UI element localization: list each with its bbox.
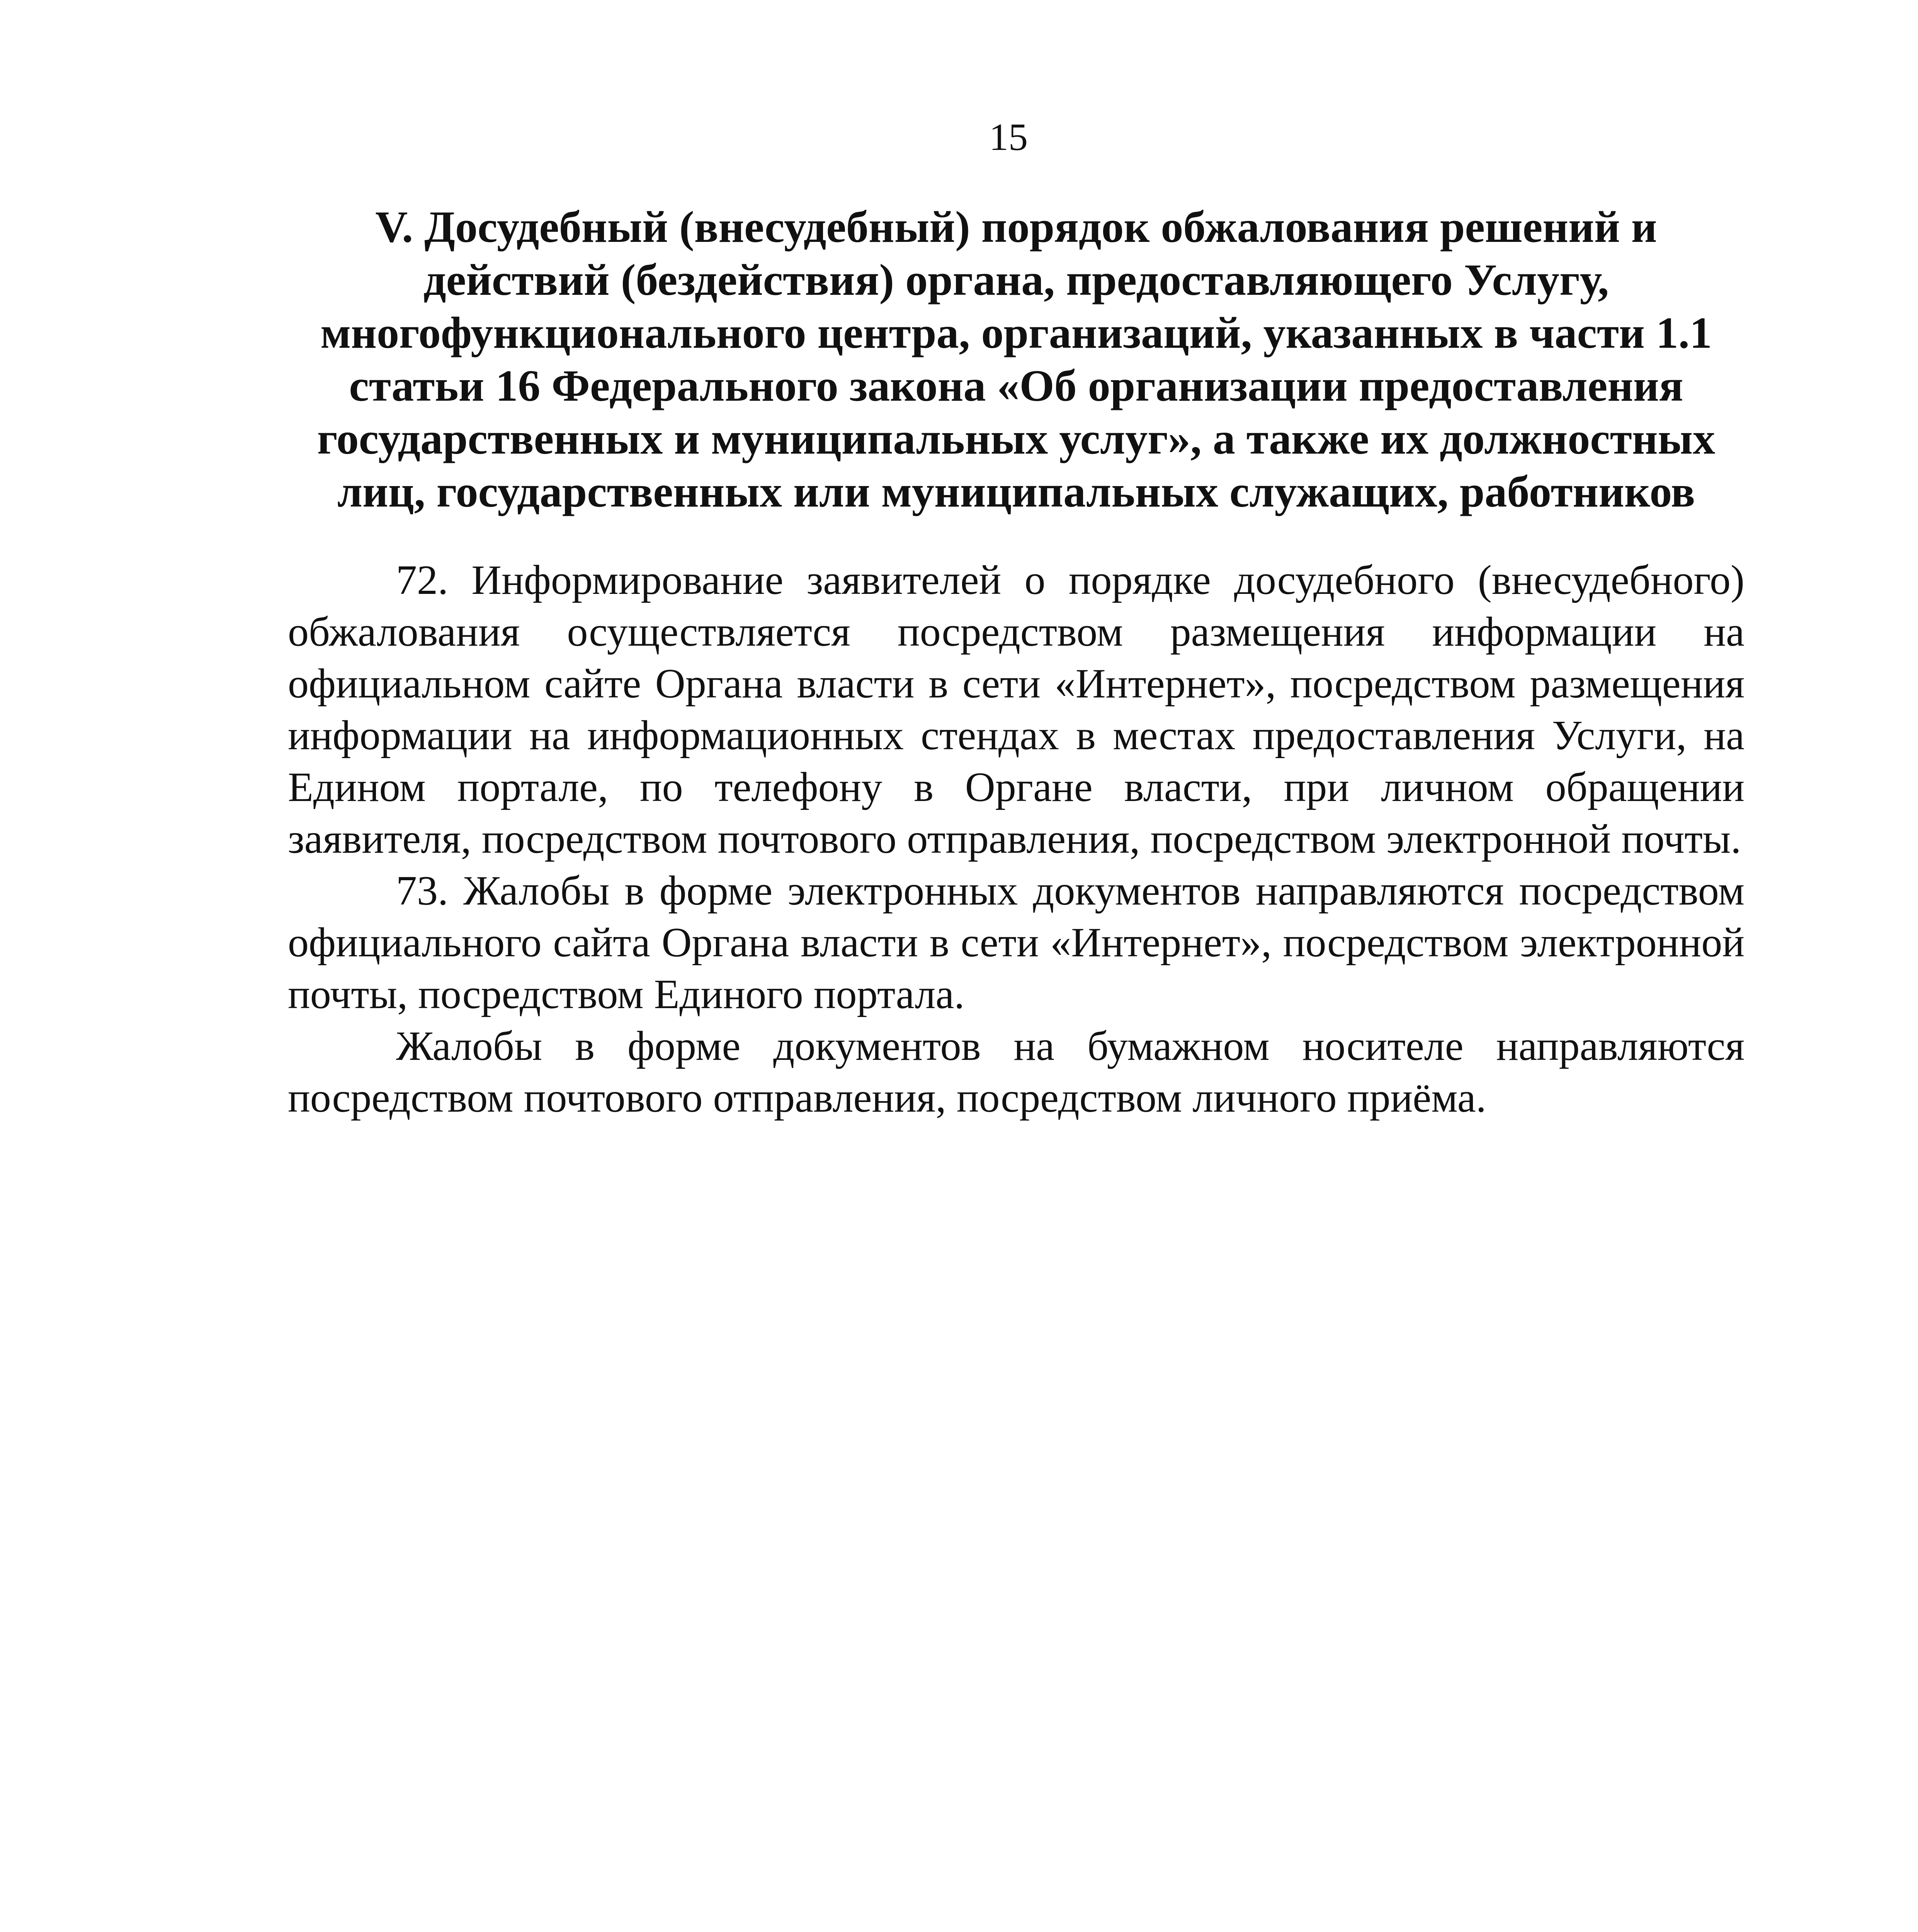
section-heading-line: V. Досудебный (внесудебный) порядок обжалования решений и (375, 202, 1657, 252)
section-heading-line: лиц, государственных или муниципальных служащих, работников (337, 467, 1695, 517)
section-heading-line: государственных и муниципальных услуг», а также их должностных (317, 414, 1716, 464)
page-number: 15 (989, 116, 1028, 158)
paragraph-73: 73. Жалобы в форме электронных документов направляются посредством официального сайта Органа власти в сети «Интернет», посредством электронной почты, посредством Единого портала. (288, 868, 1745, 1017)
section-heading-line: статьи 16 Федерального закона «Об организации предоставления (349, 361, 1683, 411)
section-heading-line: многофункционального центра, организаций, указанных в части 1.1 (320, 308, 1712, 358)
section-heading (294, 201, 1739, 519)
paragraph-paper-complaints: Жалобы в форме документов на бумажном носителе направляются посредством почтового отправления, посредством личного приёма. (288, 1023, 1745, 1121)
paragraph-72: 72. Информирование заявителей о порядке досудебного (внесудебного) обжалования осуществляется посредством размещения информации на официальном сайте Органа власти в сети «Интернет», посредством размещения информации на информационных стендах в местах предоставления Услуги, на Едином портале, по телефону в Органе власти, при личном обращении заявителя, посредством почтового отправления, посредством электронной почты. (288, 557, 1745, 862)
body-text (288, 554, 1745, 1124)
section-heading-line: действий (бездействия) органа, предоставляющего Услугу, (423, 255, 1609, 305)
